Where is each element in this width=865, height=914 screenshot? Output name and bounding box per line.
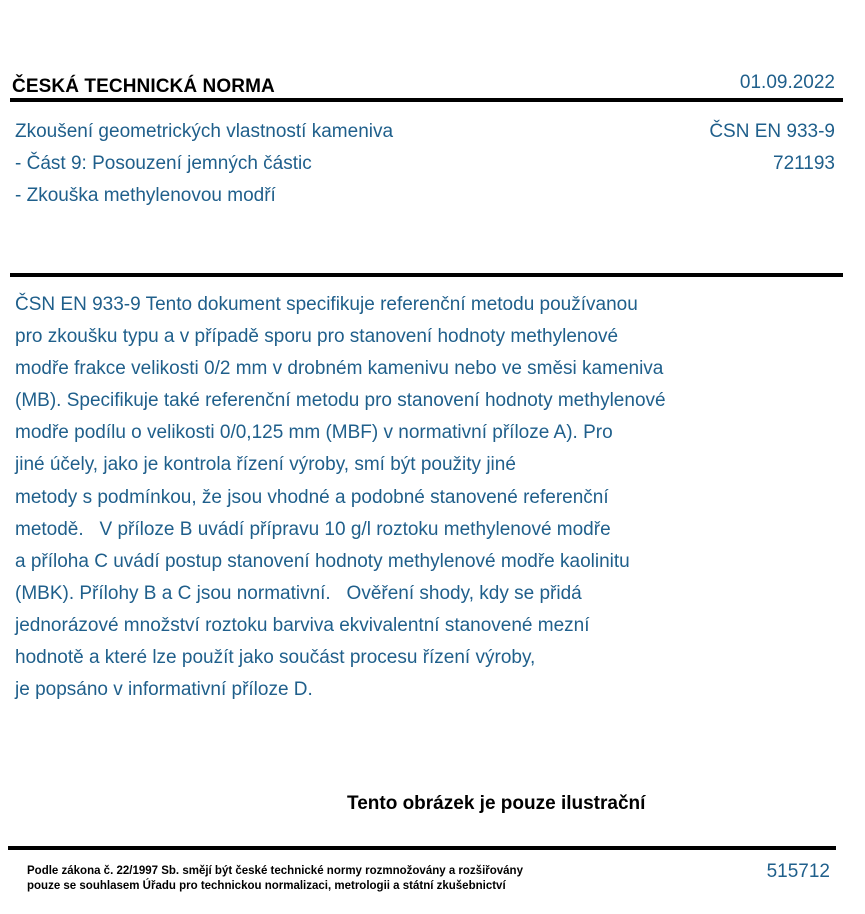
legal-notice-line: pouze se souhlasem Úřadu pro technickou normalizaci, metrologii a státní zkušebnictví bbox=[27, 880, 506, 892]
abstract-text bbox=[15, 289, 666, 706]
abstract-line: (MB). Specifikuje také referenční metodu pro stanovení hodnoty methylenové bbox=[15, 390, 666, 412]
standard-class-number: 721193 bbox=[773, 153, 835, 174]
abstract-line: hodnotě a které lze použít jako součást procesu řízení výroby, bbox=[15, 647, 536, 669]
abstract-line: metody s podmínkou, že jsou vhodné a podobné stanovené referenční bbox=[15, 486, 609, 508]
header-title: ČESKÁ TECHNICKÁ NORMA bbox=[12, 76, 275, 97]
abstract-line: modře podílu o velikosti 0/0,125 mm (MBF) v normativní příloze A). Pro bbox=[15, 422, 613, 444]
abstract-line: pro zkoušku typu a v případě sporu pro stanovení hodnoty methylenové bbox=[15, 326, 619, 348]
abstract-line: (MBK). Přílohy B a C jsou normativní. Ověření shody, kdy se přidá bbox=[15, 582, 582, 604]
legal-notice-line: Podle zákona č. 22/1997 Sb. smějí být české technické normy rozmnožovány a rozšiřovány bbox=[27, 865, 523, 877]
document-number: 515712 bbox=[766, 861, 830, 882]
middle-divider bbox=[10, 273, 843, 277]
abstract-line: je popsáno v informativní příloze D. bbox=[15, 679, 313, 701]
legal-notice bbox=[27, 864, 523, 894]
document-title-line: - Zkouška methylenovou modří bbox=[15, 185, 276, 206]
bottom-divider bbox=[8, 846, 836, 850]
top-divider bbox=[10, 98, 843, 102]
abstract-line: ČSN EN 933-9 Tento dokument specifikuje referenční metodu používanou bbox=[15, 294, 638, 315]
document-title-line: - Část 9: Posouzení jemných částic bbox=[15, 153, 312, 174]
abstract-line: metodě. V příloze B uvádí přípravu 10 g/l roztoku methylenové modře bbox=[15, 518, 611, 540]
abstract-line: jiné účely, jako je kontrola řízení výroby, smí být použity jiné bbox=[15, 454, 516, 476]
standard-code: ČSN EN 933-9 bbox=[709, 121, 835, 142]
abstract-line: jednorázové množství roztoku barviva ekvivalentní stanovené mezní bbox=[15, 614, 590, 636]
publication-date: 01.09.2022 bbox=[739, 72, 835, 93]
illustration-note: Tento obrázek je pouze ilustrační bbox=[347, 793, 646, 814]
standard-identifiers bbox=[709, 116, 835, 180]
document-title bbox=[15, 116, 393, 212]
abstract-line: a příloha C uvádí postup stanovení hodnoty methylenové modře kaolinitu bbox=[15, 550, 630, 572]
document-title-line: Zkoušení geometrických vlastností kameniva bbox=[15, 121, 394, 142]
abstract-line: modře frakce velikosti 0/2 mm v drobném kamenivu nebo ve směsi kameniva bbox=[15, 358, 664, 380]
